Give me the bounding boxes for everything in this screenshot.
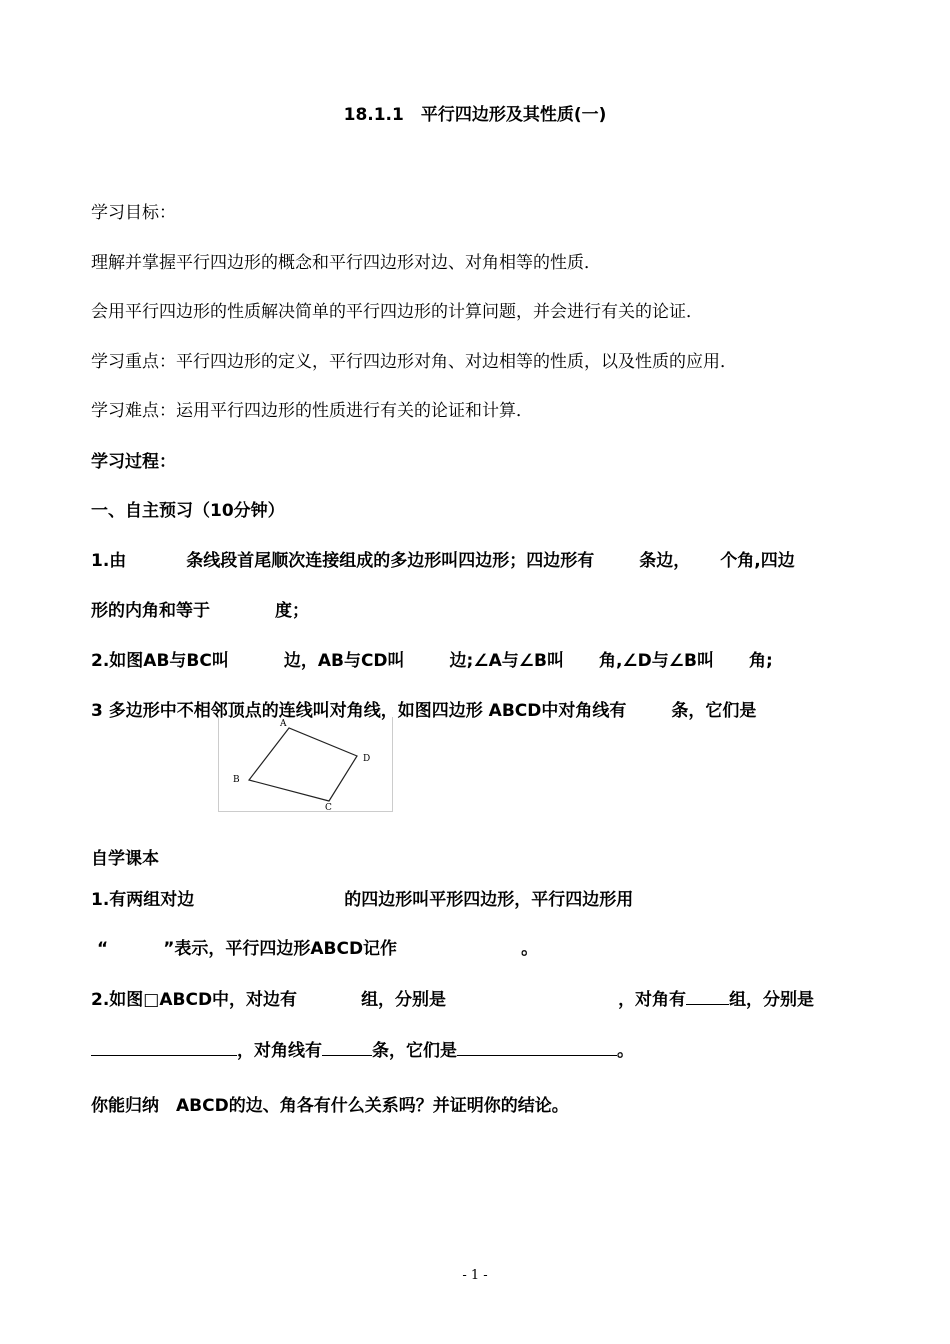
s2-text-g: 。 [617, 1041, 634, 1061]
selfstudy-heading: 自学课本 [91, 849, 159, 869]
q1-text-c: 条边， [639, 551, 691, 571]
page-number: - 1 - [462, 1268, 488, 1283]
section-1-heading: 一、自主预习（10分钟） [91, 501, 285, 521]
s2-underline-3[interactable] [322, 1039, 372, 1056]
selfstudy-line-3 [91, 988, 814, 1011]
q2-text-c: 边;∠A与∠B叫 [449, 651, 564, 671]
objective-1: 理解并掌握平行四边形的概念和平行四边形对边、对角相等的性质． [91, 253, 601, 273]
q3-text-b: 条，它们是 [671, 701, 757, 721]
q1-text-d: 个角,四边 [720, 551, 795, 571]
vertex-label-d: D [363, 754, 371, 764]
question-1-line-2 [91, 600, 309, 622]
objective-2: 会用平行四边形的性质解决简单的平行四边形的计算问题，并会进行有关的论证． [91, 302, 703, 322]
s2-underline-2[interactable] [91, 1039, 237, 1056]
q1-text-f: 度； [275, 601, 309, 621]
s2-text-e: ，对角线有 [237, 1041, 322, 1061]
s2-text-d: 组，分别是 [729, 990, 815, 1010]
selfstudy-line-5: 你能归纳 ABCD的边、角各有什么关系吗？并证明你的结论。 [91, 1096, 569, 1116]
q2-text-d: 角,∠D与∠B叫 [598, 651, 714, 671]
q2-text-e: 角; [748, 651, 773, 671]
vertex-label-b: B [233, 775, 240, 785]
s2-text-f: 条，它们是 [372, 1041, 457, 1061]
process-heading: 学习过程： [91, 452, 176, 472]
s2-underline-1[interactable] [686, 988, 729, 1005]
q2-text-b: 边，AB与CD叫 [283, 651, 405, 671]
s1-text-c: “ [97, 939, 109, 959]
vertex-label-a: A [280, 719, 287, 729]
q1-text-e: 形的内角和等于 [91, 601, 210, 621]
selfstudy-line-2 [97, 938, 538, 960]
s1-text-d: ”表示，平行四边形ABCD记作 [163, 939, 398, 959]
q1-text-b: 条线段首尾顺次连接组成的多边形叫四边形；四边形有 [186, 551, 595, 571]
selfstudy-line-1 [91, 889, 633, 911]
s1-text-a: 1.有两组对边 [91, 890, 195, 910]
s1-text-b: 的四边形叫平形四边形，平行四边形用 [344, 890, 634, 910]
vertex-label-c: C [325, 803, 332, 811]
question-2 [91, 650, 773, 672]
question-1-line-1 [91, 550, 795, 572]
quadrilateral-figure [218, 717, 393, 812]
difficulty: 学习难点：运用平行四边形的性质进行有关的论证和计算． [91, 401, 533, 421]
s2-text-a: 2.如图□ABCD中，对边有 [91, 990, 298, 1010]
s2-text-b: 组，分别是 [361, 990, 447, 1010]
quadrilateral-abcd [249, 728, 357, 801]
s2-underline-4[interactable] [457, 1039, 617, 1056]
q3-text-a: 3 多边形中不相邻顶点的连线叫对角线，如图四边形 ABCD中对角线有 [91, 701, 627, 721]
quadrilateral-diagram [219, 717, 392, 811]
page-title: 18.1.1 平行四边形及其性质(一) [343, 105, 607, 125]
question-3 [91, 700, 756, 722]
s1-text-e: 。 [521, 939, 539, 959]
key-points: 学习重点：平行四边形的定义，平行四边形对角、对边相等的性质，以及性质的应用． [91, 352, 737, 372]
q2-text-a: 2.如图AB与BC叫 [91, 651, 229, 671]
objectives-heading: 学习目标： [91, 203, 176, 223]
q1-text-a: 1.由 [91, 551, 127, 571]
selfstudy-line-4 [91, 1039, 634, 1062]
s2-text-c: ，对角有 [618, 990, 687, 1010]
